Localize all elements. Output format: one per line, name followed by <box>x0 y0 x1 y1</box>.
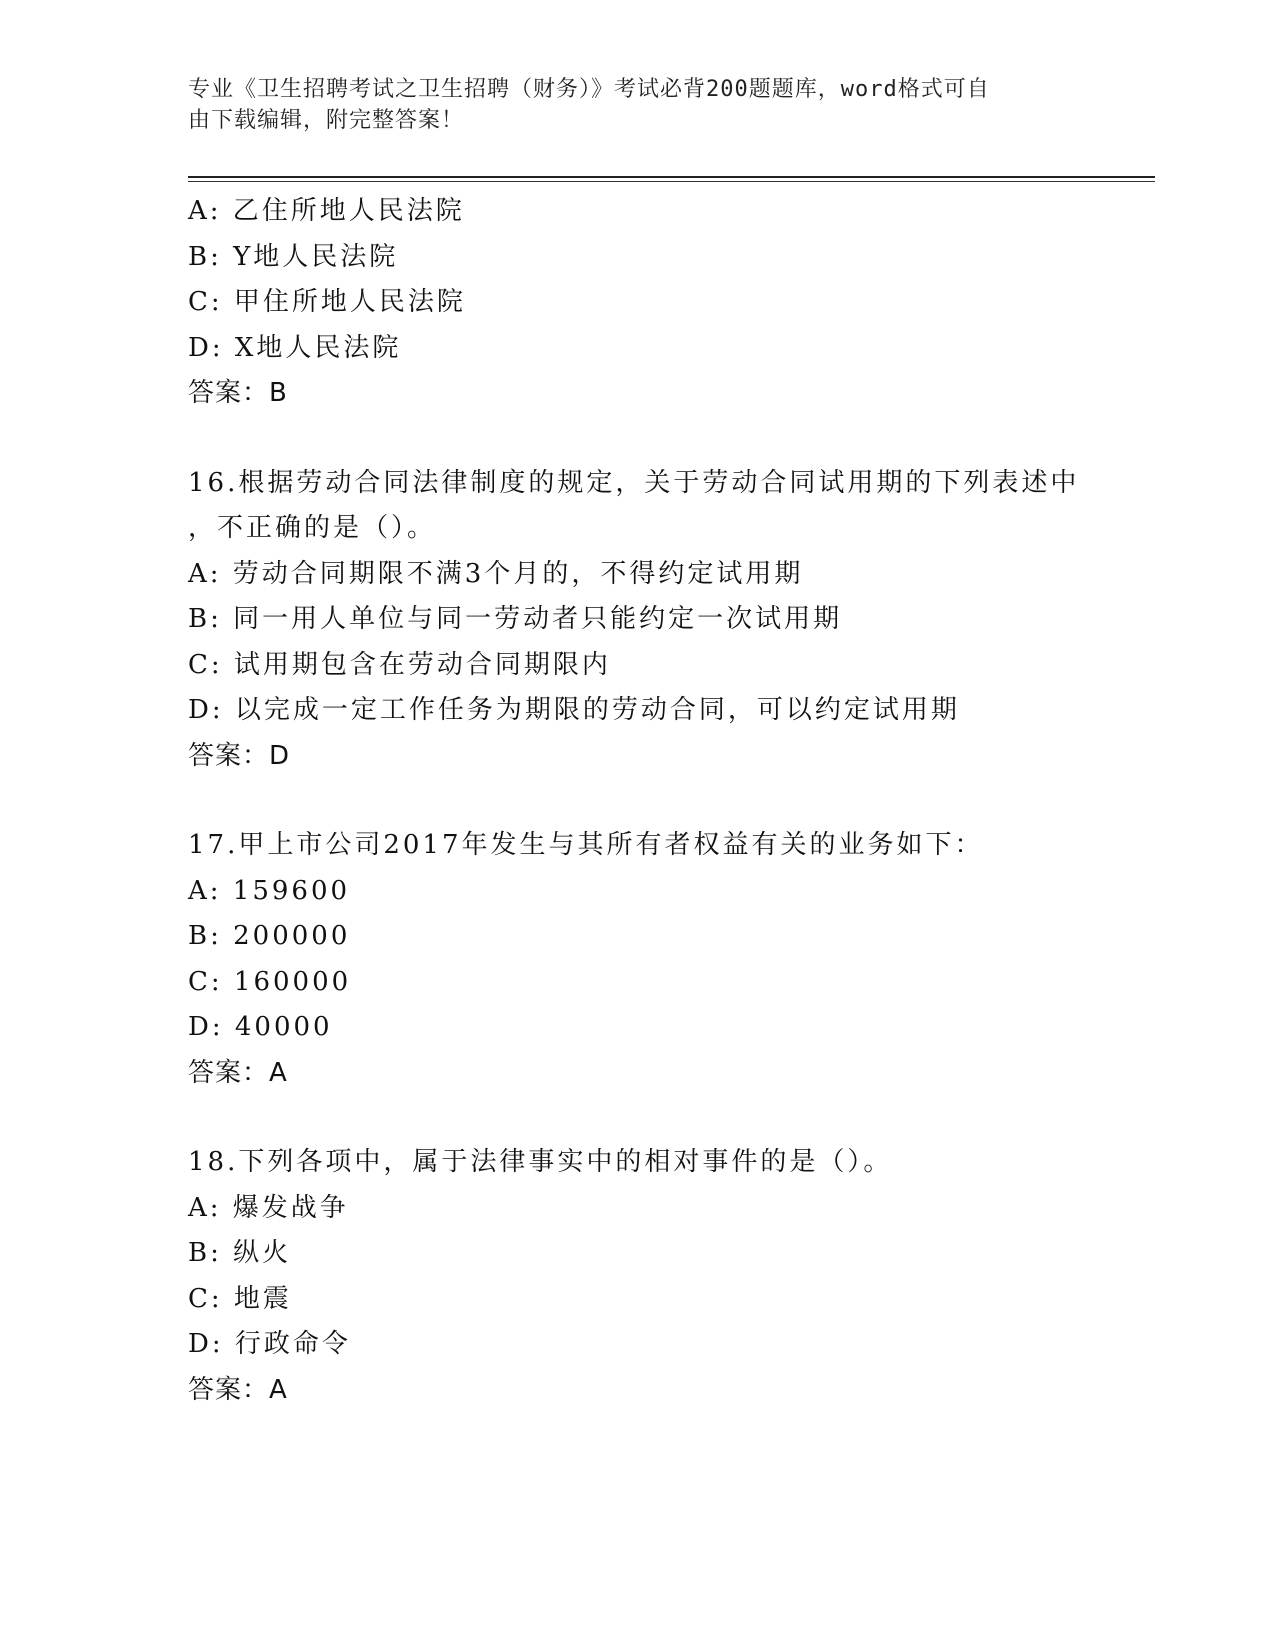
answer-line: 答案：A <box>188 1374 288 1405</box>
option-d: D: 40000 <box>188 1012 333 1042</box>
question-text: ，不正确的是（）。 <box>188 513 437 543</box>
header-line-2: 由下载编辑，附完整答案！ <box>188 108 465 133</box>
option-a: A: 乙住所地人民法院 <box>188 196 465 226</box>
question-block <box>188 1140 1128 1413</box>
option-d: D: 以完成一定工作任务为期限的劳动合同，可以约定试用期 <box>188 695 960 725</box>
question-list <box>188 189 1128 1413</box>
answer-line: 答案：A <box>188 1057 288 1088</box>
question-text: 18.下列各项中，属于法律事实中的相对事件的是（）。 <box>188 1147 893 1177</box>
option-a: A: 159600 <box>188 875 351 906</box>
spacer <box>188 1096 1128 1140</box>
header-divider-thin <box>188 181 1155 182</box>
header-line-1: 专业《卫生招聘考试之卫生招聘（财务）》考试必背200题题库，word格式可自 <box>188 77 990 102</box>
option-b: B: 200000 <box>188 921 351 951</box>
option-a: A: 爆发战争 <box>188 1192 349 1223</box>
document-header <box>188 74 1068 136</box>
question-block <box>188 189 1128 417</box>
option-b: B: Y地人民法院 <box>188 241 399 272</box>
spacer <box>188 779 1128 823</box>
option-c: C: 160000 <box>188 966 352 997</box>
header-divider-thick <box>188 176 1155 178</box>
question-text: 17.甲上市公司2017年发生与其所有者权益有关的业务如下： <box>188 830 984 860</box>
option-a: A: 劳动合同期限不满3个月的，不得约定试用期 <box>188 558 804 589</box>
question-block <box>188 461 1128 780</box>
option-c: C: 试用期包含在劳动合同期限内 <box>188 649 611 680</box>
option-b: B: 同一用人单位与同一劳动者只能约定一次试用期 <box>188 604 843 634</box>
option-b: B: 纵火 <box>188 1238 292 1268</box>
answer-line: 答案：B <box>188 378 288 408</box>
option-d: D: 行政命令 <box>188 1329 351 1359</box>
option-c: C: 甲住所地人民法院 <box>188 287 466 317</box>
answer-line: 答案：D <box>188 740 291 771</box>
question-text: 16.根据劳动合同法律制度的规定，关于劳动合同试用期的下列表述中 <box>188 467 1080 498</box>
option-c: C: 地震 <box>188 1283 292 1314</box>
option-d: D: X地人民法院 <box>188 332 402 363</box>
spacer <box>188 417 1128 461</box>
question-block <box>188 823 1128 1096</box>
